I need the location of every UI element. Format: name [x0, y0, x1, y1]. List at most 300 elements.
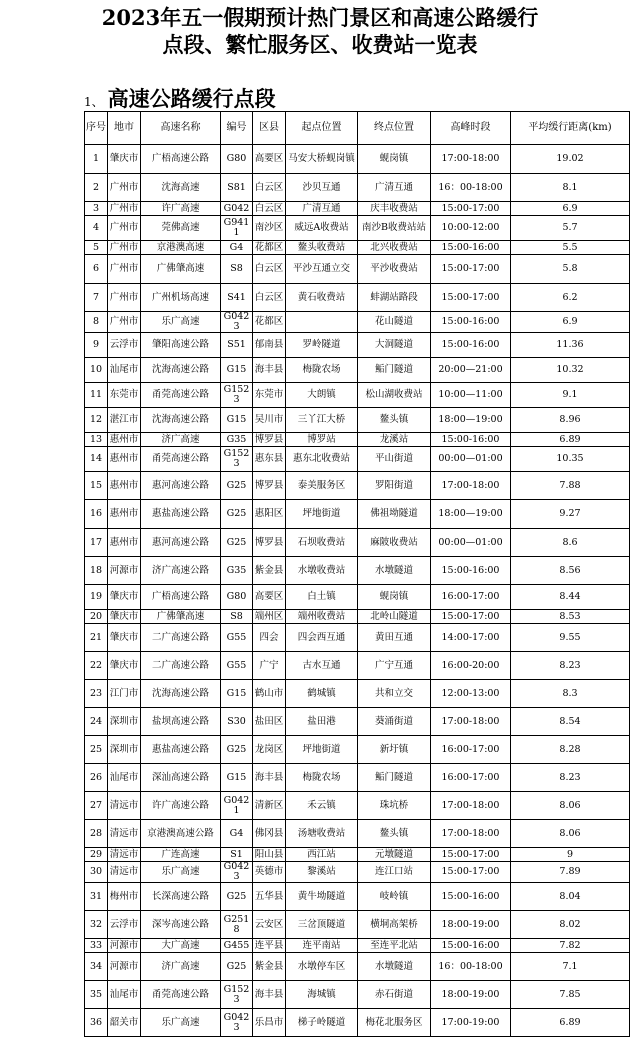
- cell-end: 鳌头镇: [358, 408, 431, 433]
- cell-city: 梅州市: [108, 883, 141, 911]
- cell-peak-time: 15:00-16:00: [431, 557, 511, 585]
- table-row: [85, 736, 630, 764]
- cell-index: 31: [85, 883, 108, 911]
- cell-expressway: 京港澳高速公路: [141, 820, 221, 848]
- cell-start: 广清互通: [286, 202, 358, 216]
- cell-city: 云浮市: [108, 333, 141, 358]
- cell-distance: 8.44: [511, 585, 630, 610]
- cell-start: 连平南站: [286, 939, 358, 953]
- cell-distance: 19.02: [511, 145, 630, 174]
- cell-city: 河源市: [108, 953, 141, 981]
- cell-city: 广州市: [108, 241, 141, 255]
- table-row: [85, 862, 630, 883]
- cell-start: 梅陇农场: [286, 764, 358, 792]
- table-row: [85, 764, 630, 792]
- cell-code: G15: [221, 764, 253, 792]
- cell-city: 惠州市: [108, 500, 141, 529]
- cell-peak-time: 00:00—01:00: [431, 447, 511, 472]
- cell-city: 深圳市: [108, 736, 141, 764]
- cell-start: 西江站: [286, 848, 358, 862]
- cell-start: 大朗镇: [286, 383, 358, 408]
- cell-district: 吴川市: [253, 408, 286, 433]
- table-row: [85, 408, 630, 433]
- cell-peak-time: 17:00-18:00: [431, 708, 511, 736]
- cell-peak-time: 15:00-17:00: [431, 202, 511, 216]
- cell-expressway: 大广高速: [141, 939, 221, 953]
- table-row: [85, 1009, 630, 1037]
- cell-peak-time: 18:00—19:00: [431, 408, 511, 433]
- cell-expressway: 乐广高速: [141, 862, 221, 883]
- cell-district: 乐昌市: [253, 1009, 286, 1037]
- cell-end: 庆丰收费站: [358, 202, 431, 216]
- cell-code: G042: [221, 202, 253, 216]
- table-row: [85, 939, 630, 953]
- cell-expressway: 广连高速: [141, 848, 221, 862]
- cell-district: 惠东县: [253, 447, 286, 472]
- table-row: [85, 883, 630, 911]
- cell-expressway: 深岑高速公路: [141, 911, 221, 939]
- cell-index: 16: [85, 500, 108, 529]
- cell-peak-time: 17:00-18:00: [431, 792, 511, 820]
- cell-distance: 8.06: [511, 820, 630, 848]
- cell-end: 蚌湖站路段: [358, 284, 431, 312]
- cell-distance: 10.35: [511, 447, 630, 472]
- cell-index: 10: [85, 358, 108, 383]
- cell-city: 韶关市: [108, 1009, 141, 1037]
- cell-expressway: 甬莞高速公路: [141, 383, 221, 408]
- cell-index: 1: [85, 145, 108, 174]
- cell-end: 北岭山隧道: [358, 610, 431, 624]
- cell-code: G2518: [221, 911, 253, 939]
- cell-index: 20: [85, 610, 108, 624]
- cell-index: 7: [85, 284, 108, 312]
- cell-district: 博罗县: [253, 433, 286, 447]
- cell-end: 广清互通: [358, 174, 431, 202]
- cell-end: 鲘门隧道: [358, 358, 431, 383]
- cell-expressway: 济广高速公路: [141, 557, 221, 585]
- cell-city: 广州市: [108, 255, 141, 284]
- cell-expressway: 沈海高速公路: [141, 408, 221, 433]
- cell-distance: 7.89: [511, 862, 630, 883]
- column-header-code: 编号: [221, 112, 253, 145]
- cell-expressway: 广梧高速公路: [141, 585, 221, 610]
- table-row: [85, 472, 630, 500]
- column-header-end: 终点位置: [358, 112, 431, 145]
- cell-code: G4: [221, 241, 253, 255]
- cell-peak-time: 15:00-17:00: [431, 610, 511, 624]
- cell-peak-time: 17:00-18:00: [431, 820, 511, 848]
- cell-end: 赤石街道: [358, 981, 431, 1009]
- cell-district: 高要区: [253, 585, 286, 610]
- cell-index: 25: [85, 736, 108, 764]
- cell-start: 马安大桥蚬岗镇: [286, 145, 358, 174]
- cell-district: 佛冈县: [253, 820, 286, 848]
- cell-code: G25: [221, 472, 253, 500]
- cell-index: 35: [85, 981, 108, 1009]
- cell-distance: 8.1: [511, 174, 630, 202]
- section-heading: [84, 83, 276, 109]
- cell-district: 博罗县: [253, 472, 286, 500]
- cell-code: G455: [221, 939, 253, 953]
- cell-start: 黄牛坳隧道: [286, 883, 358, 911]
- cell-code: G1523: [221, 981, 253, 1009]
- table-row: [85, 585, 630, 610]
- cell-code: G0423: [221, 1009, 253, 1037]
- cell-end: 元墩隧道: [358, 848, 431, 862]
- cell-district: 博罗县: [253, 529, 286, 557]
- cell-start: 鳌头收费站: [286, 241, 358, 255]
- cell-start: 沙贝互通: [286, 174, 358, 202]
- cell-code: G15: [221, 358, 253, 383]
- cell-index: 4: [85, 216, 108, 241]
- cell-code: G1523: [221, 383, 253, 408]
- cell-peak-time: 18:00-19:00: [431, 981, 511, 1009]
- table-row: [85, 447, 630, 472]
- cell-district: 盐田区: [253, 708, 286, 736]
- cell-district: 郁南县: [253, 333, 286, 358]
- table-header-row: [85, 112, 630, 145]
- table-row: [85, 557, 630, 585]
- table-row: [85, 216, 630, 241]
- table-row: [85, 848, 630, 862]
- cell-distance: 8.54: [511, 708, 630, 736]
- cell-index: 8: [85, 312, 108, 333]
- cell-city: 河源市: [108, 939, 141, 953]
- cell-district: 连平县: [253, 939, 286, 953]
- cell-end: 新圩镇: [358, 736, 431, 764]
- table-row: [85, 953, 630, 981]
- cell-city: 汕尾市: [108, 764, 141, 792]
- table-row: [85, 680, 630, 708]
- cell-distance: 9.27: [511, 500, 630, 529]
- cell-code: G15: [221, 680, 253, 708]
- cell-index: 14: [85, 447, 108, 472]
- cell-city: 惠州市: [108, 447, 141, 472]
- cell-end: 花山隧道: [358, 312, 431, 333]
- cell-city: 肇庆市: [108, 624, 141, 652]
- cell-start: 石坝收费站: [286, 529, 358, 557]
- cell-start: 端州收费站: [286, 610, 358, 624]
- cell-index: 33: [85, 939, 108, 953]
- table-row: [85, 312, 630, 333]
- cell-end: 罗阳街道: [358, 472, 431, 500]
- cell-peak-time: 15:00-16:00: [431, 312, 511, 333]
- cell-peak-time: 16:00-17:00: [431, 736, 511, 764]
- cell-index: 34: [85, 953, 108, 981]
- cell-start: 黎溪站: [286, 862, 358, 883]
- cell-end: 广宁互通: [358, 652, 431, 680]
- table-row: [85, 383, 630, 408]
- cell-distance: 7.1: [511, 953, 630, 981]
- cell-index: 27: [85, 792, 108, 820]
- table-row: [85, 202, 630, 216]
- cell-end: 水墩隧道: [358, 557, 431, 585]
- cell-distance: 8.02: [511, 911, 630, 939]
- cell-start: 禾云镇: [286, 792, 358, 820]
- cell-code: G9411: [221, 216, 253, 241]
- cell-city: 广州市: [108, 312, 141, 333]
- cell-index: 28: [85, 820, 108, 848]
- cell-distance: 8.3: [511, 680, 630, 708]
- cell-distance: 6.89: [511, 1009, 630, 1037]
- cell-expressway: 广梧高速公路: [141, 145, 221, 174]
- document-title-line-2: 点段、繁忙服务区、收费站一览表: [162, 32, 478, 57]
- cell-city: 云浮市: [108, 911, 141, 939]
- cell-distance: 8.04: [511, 883, 630, 911]
- cell-expressway: 济广高速: [141, 433, 221, 447]
- column-header-start: 起点位置: [286, 112, 358, 145]
- cell-expressway: 甬莞高速公路: [141, 981, 221, 1009]
- cell-peak-time: 18:00-19:00: [431, 911, 511, 939]
- cell-distance: 10.32: [511, 358, 630, 383]
- table-row: [85, 255, 630, 284]
- cell-peak-time: 15:00-16:00: [431, 241, 511, 255]
- cell-district: 龙岗区: [253, 736, 286, 764]
- cell-start: 古水互通: [286, 652, 358, 680]
- cell-distance: 7.88: [511, 472, 630, 500]
- table-row: [85, 284, 630, 312]
- cell-expressway: 广佛肇高速: [141, 610, 221, 624]
- table-row: [85, 174, 630, 202]
- section-title: 高速公路缓行点段: [107, 86, 276, 111]
- table-row: [85, 981, 630, 1009]
- cell-distance: 6.2: [511, 284, 630, 312]
- table-row: [85, 792, 630, 820]
- cell-end: 葵涌街道: [358, 708, 431, 736]
- cell-end: 横垌高架桥: [358, 911, 431, 939]
- cell-city: 江门市: [108, 680, 141, 708]
- column-header-district: 区县: [253, 112, 286, 145]
- cell-district: 海丰县: [253, 981, 286, 1009]
- cell-index: 36: [85, 1009, 108, 1037]
- cell-district: 高要区: [253, 145, 286, 174]
- cell-start: 惠东北收费站: [286, 447, 358, 472]
- cell-code: G0423: [221, 862, 253, 883]
- cell-peak-time: 15:00-16:00: [431, 939, 511, 953]
- cell-expressway: 二广高速公路: [141, 652, 221, 680]
- cell-distance: 9.1: [511, 383, 630, 408]
- cell-expressway: 惠河高速公路: [141, 529, 221, 557]
- cell-district: 五华县: [253, 883, 286, 911]
- document-title-line-1: 2023年五一假期预计热门景区和高速公路缓行: [101, 5, 539, 30]
- cell-code: G55: [221, 624, 253, 652]
- cell-code: S8: [221, 255, 253, 284]
- cell-district: 海丰县: [253, 764, 286, 792]
- cell-end: 鳌头镇: [358, 820, 431, 848]
- cell-index: 30: [85, 862, 108, 883]
- cell-index: 22: [85, 652, 108, 680]
- cell-start: 水墩收费站: [286, 557, 358, 585]
- cell-start: 鹤城镇: [286, 680, 358, 708]
- cell-start: 四会西互通: [286, 624, 358, 652]
- cell-expressway: 甬莞高速公路: [141, 447, 221, 472]
- cell-district: 广宁: [253, 652, 286, 680]
- cell-start: 泰美服务区: [286, 472, 358, 500]
- cell-district: 云安区: [253, 911, 286, 939]
- cell-index: 21: [85, 624, 108, 652]
- cell-start: 白土镇: [286, 585, 358, 610]
- cell-city: 肇庆市: [108, 585, 141, 610]
- cell-code: G80: [221, 145, 253, 174]
- cell-district: 白云区: [253, 255, 286, 284]
- cell-start: 盐田港: [286, 708, 358, 736]
- cell-peak-time: 15:00-16:00: [431, 333, 511, 358]
- cell-start: 汤塘收费站: [286, 820, 358, 848]
- cell-code: G25: [221, 529, 253, 557]
- cell-end: 麻陂收费站: [358, 529, 431, 557]
- table-row: [85, 610, 630, 624]
- cell-district: 四会: [253, 624, 286, 652]
- cell-city: 清远市: [108, 848, 141, 862]
- cell-start: 水墩停车区: [286, 953, 358, 981]
- cell-start: 罗岭隧道: [286, 333, 358, 358]
- table-row: [85, 708, 630, 736]
- cell-expressway: 乐广高速: [141, 1009, 221, 1037]
- cell-city: 惠州市: [108, 433, 141, 447]
- cell-district: 花都区: [253, 241, 286, 255]
- cell-start: [286, 312, 358, 333]
- table-row: [85, 820, 630, 848]
- cell-city: 肇庆市: [108, 145, 141, 174]
- cell-district: 海丰县: [253, 358, 286, 383]
- cell-start: 坪地街道: [286, 736, 358, 764]
- cell-district: 惠阳区: [253, 500, 286, 529]
- cell-index: 23: [85, 680, 108, 708]
- cell-start: 威远A收费站: [286, 216, 358, 241]
- cell-index: 12: [85, 408, 108, 433]
- cell-distance: 7.82: [511, 939, 630, 953]
- cell-expressway: 广佛肇高速: [141, 255, 221, 284]
- cell-end: 珠坑桥: [358, 792, 431, 820]
- table-row: [85, 529, 630, 557]
- cell-peak-time: 18:00—19:00: [431, 500, 511, 529]
- cell-district: 紫金县: [253, 557, 286, 585]
- cell-district: 端州区: [253, 610, 286, 624]
- cell-end: 鲘门隧道: [358, 764, 431, 792]
- section-number: 1、: [84, 95, 104, 109]
- cell-city: 清远市: [108, 862, 141, 883]
- cell-code: S8: [221, 610, 253, 624]
- cell-end: 水墩隧道: [358, 953, 431, 981]
- cell-expressway: 深汕高速公路: [141, 764, 221, 792]
- cell-end: 松山湖收费站: [358, 383, 431, 408]
- cell-city: 惠州市: [108, 472, 141, 500]
- cell-city: 东莞市: [108, 383, 141, 408]
- cell-distance: 8.23: [511, 652, 630, 680]
- cell-end: 连江口站: [358, 862, 431, 883]
- cell-index: 13: [85, 433, 108, 447]
- cell-peak-time: 15:00-17:00: [431, 255, 511, 284]
- cell-index: 2: [85, 174, 108, 202]
- cell-code: G1523: [221, 447, 253, 472]
- cell-index: 32: [85, 911, 108, 939]
- cell-city: 惠州市: [108, 529, 141, 557]
- cell-distance: 8.23: [511, 764, 630, 792]
- cell-distance: 11.36: [511, 333, 630, 358]
- cell-distance: 5.8: [511, 255, 630, 284]
- cell-peak-time: 14:00-17:00: [431, 624, 511, 652]
- cell-code: S51: [221, 333, 253, 358]
- cell-index: 5: [85, 241, 108, 255]
- cell-distance: 7.85: [511, 981, 630, 1009]
- cell-peak-time: 17:00-18:00: [431, 145, 511, 174]
- cell-end: 黄田互通: [358, 624, 431, 652]
- cell-expressway: 乐广高速: [141, 312, 221, 333]
- cell-district: 南沙区: [253, 216, 286, 241]
- cell-expressway: 惠盐高速公路: [141, 500, 221, 529]
- cell-district: 英德市: [253, 862, 286, 883]
- cell-start: 黄石收费站: [286, 284, 358, 312]
- cell-city: 汕尾市: [108, 358, 141, 383]
- cell-index: 17: [85, 529, 108, 557]
- cell-distance: 8.6: [511, 529, 630, 557]
- cell-end: 平沙收费站: [358, 255, 431, 284]
- cell-index: 6: [85, 255, 108, 284]
- table-row: [85, 333, 630, 358]
- cell-peak-time: 16：00-18:00: [431, 953, 511, 981]
- cell-district: 紫金县: [253, 953, 286, 981]
- cell-district: 东莞市: [253, 383, 286, 408]
- cell-code: G55: [221, 652, 253, 680]
- table-row: [85, 652, 630, 680]
- cell-city: 广州市: [108, 216, 141, 241]
- cell-distance: 9: [511, 848, 630, 862]
- cell-distance: 6.9: [511, 202, 630, 216]
- table-row: [85, 911, 630, 939]
- cell-city: 清远市: [108, 792, 141, 820]
- cell-index: 3: [85, 202, 108, 216]
- cell-distance: 6.89: [511, 433, 630, 447]
- cell-district: 白云区: [253, 284, 286, 312]
- cell-expressway: 沈海高速: [141, 174, 221, 202]
- cell-expressway: 济广高速: [141, 953, 221, 981]
- cell-start: 三丫江大桥: [286, 408, 358, 433]
- cell-code: G25: [221, 500, 253, 529]
- cell-start: 梯子岭隧道: [286, 1009, 358, 1037]
- cell-end: 平山街道: [358, 447, 431, 472]
- cell-peak-time: 00:00—01:00: [431, 529, 511, 557]
- cell-peak-time: 15:00-16:00: [431, 433, 511, 447]
- cell-peak-time: 12:00-13:00: [431, 680, 511, 708]
- cell-expressway: 广州机场高速: [141, 284, 221, 312]
- cell-code: G80: [221, 585, 253, 610]
- cell-expressway: 惠河高速公路: [141, 472, 221, 500]
- cell-expressway: 莞佛高速: [141, 216, 221, 241]
- column-header-index: 序号: [85, 112, 108, 145]
- cell-city: 河源市: [108, 557, 141, 585]
- cell-distance: 8.06: [511, 792, 630, 820]
- cell-city: 清远市: [108, 820, 141, 848]
- cell-code: G25: [221, 736, 253, 764]
- cell-expressway: 京港澳高速: [141, 241, 221, 255]
- cell-code: G25: [221, 883, 253, 911]
- column-header-peak-time: 高峰时段: [431, 112, 511, 145]
- cell-end: 大洞隧道: [358, 333, 431, 358]
- cell-code: G15: [221, 408, 253, 433]
- cell-expressway: 盐坝高速公路: [141, 708, 221, 736]
- cell-distance: 8.28: [511, 736, 630, 764]
- cell-expressway: 许广高速: [141, 202, 221, 216]
- cell-end: 蚬岗镇: [358, 145, 431, 174]
- cell-index: 15: [85, 472, 108, 500]
- cell-city: 肇庆市: [108, 652, 141, 680]
- cell-city: 汕尾市: [108, 981, 141, 1009]
- cell-expressway: 二广高速公路: [141, 624, 221, 652]
- table-row: [85, 145, 630, 174]
- cell-start: 平沙互通立交: [286, 255, 358, 284]
- cell-code: S81: [221, 174, 253, 202]
- cell-start: 三岔顶隧道: [286, 911, 358, 939]
